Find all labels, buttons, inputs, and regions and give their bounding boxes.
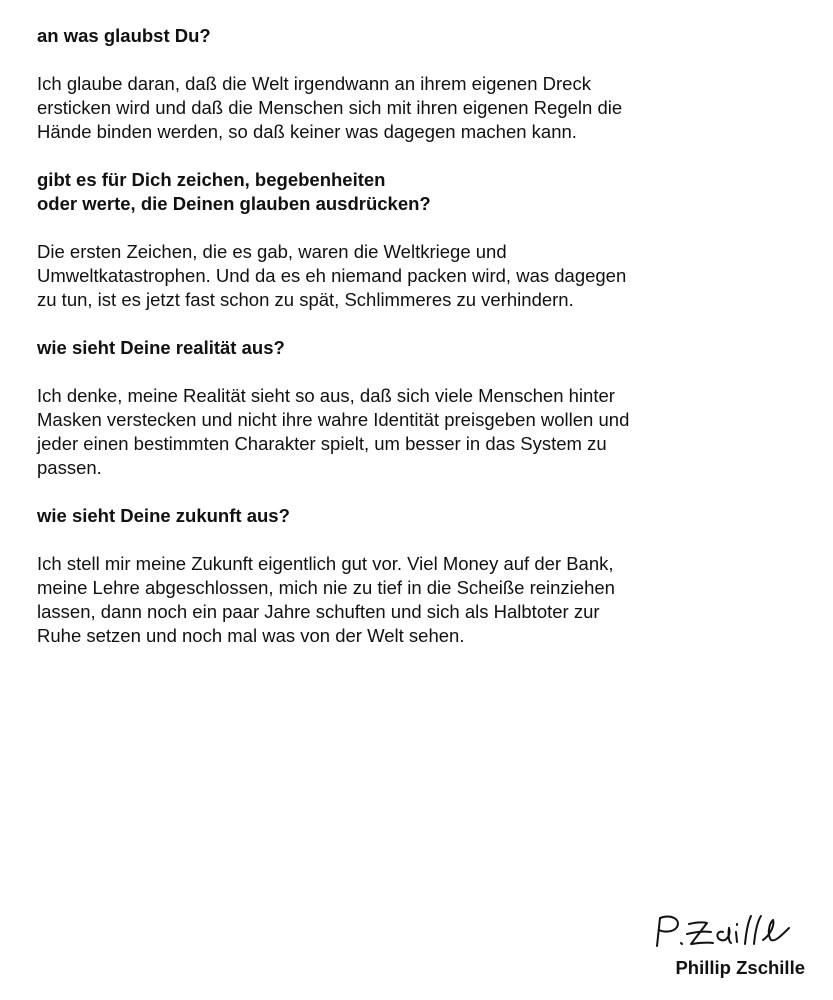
question-heading: wie sieht Deine realität aus? (37, 337, 285, 358)
qa-block-signs (37, 168, 717, 312)
question-heading: wie sieht Deine zukunft aus? (37, 505, 290, 526)
answer-paragraph: Die ersten Zeichen, die es gab, waren die Weltkriege und Umweltkatastrophen. Und da es eh niemand packen wird, was dagegen zu tun, ist es jetzt fast schon zu spät, Schlimmeres zu verhindern. (37, 241, 627, 310)
question-heading: gibt es für Dich zeichen, begebenheiten oder werte, die Deinen glauben ausdrücken? (37, 169, 431, 214)
qa-block-future (37, 504, 717, 648)
qa-block-belief (37, 24, 717, 144)
answer-paragraph: Ich denke, meine Realität sieht so aus, daß sich viele Menschen hinter Masken verstecken und nicht ihre wahre Identität preisgeben wollen und jeder einen bestimmten Charakter spielt, um besser in das System zu passen. (37, 385, 630, 478)
question-heading: an was glaubst Du? (37, 25, 211, 46)
answer-paragraph: Ich stell mir meine Zukunft eigentlich gut vor. Viel Money auf der Bank, meine Lehre abgeschlossen, mich nie zu tief in die Scheiße reinziehen lassen, dann noch ein paar Jahre schuften und sich als Halbtoter zur Ruhe setzen und noch mal was von der Welt sehen. (37, 553, 615, 646)
signature-block (645, 910, 805, 980)
handwritten-signature (651, 910, 793, 954)
answer-paragraph: Ich glaube daran, daß die Welt irgendwann an ihrem eigenen Dreck ersticken wird und daß die Menschen sich mit ihren eigenen Regeln die Hände binden werden, so daß keiner was dagegen machen kann. (37, 73, 623, 142)
interview-document (37, 24, 717, 672)
author-name: Phillip Zschille (675, 957, 805, 978)
qa-block-reality (37, 336, 717, 480)
